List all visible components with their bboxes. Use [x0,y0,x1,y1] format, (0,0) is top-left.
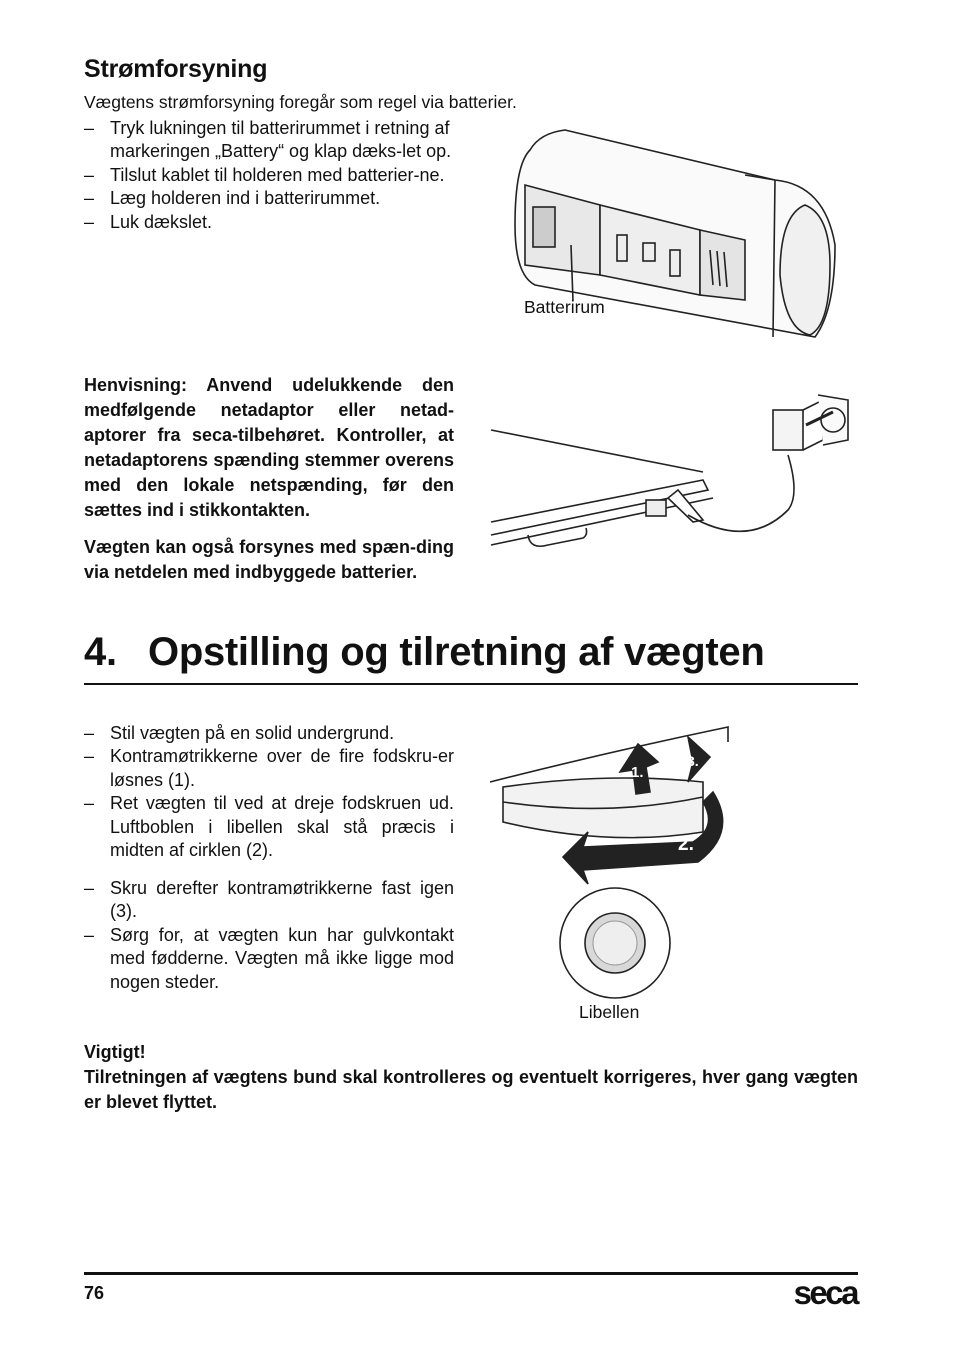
list-item: – Skru derefter kontramøtrikkerne fast igen (3). [84,877,454,924]
important-note [84,1040,858,1115]
level-caption: Libellen [579,1002,640,1022]
spirit-level-illustration [557,885,673,1001]
setup-steps-list [84,722,454,862]
power-adapter-illustration [488,390,856,560]
arrow-label-3: 3. [687,753,699,769]
list-item: – Kontramøtrikkerne over de fire fodskru-er løsnes (1). [84,745,454,792]
important-text: Tilretningen af vægtens bund skal kontrolleres og eventuelt korrigeres, hver gang vægten er blevet flyttet. [84,1067,858,1112]
setup-steps-list-2 [84,877,454,994]
list-item: – Sørg for, at vægten kun har gulvkontakt med fødderne. Vægten må ikke ligge mod nogen steder. [84,924,454,994]
list-item: – Ret vægten til ved at dreje fodskruen ud. Luftboblen i libellen skal stå præcis i midten af cirklen (2). [84,792,454,862]
list-item: – Luk dækslet. [84,211,454,234]
power-steps-list [84,117,454,234]
power-note: Henvisning: Anvend udelukkende den medfølgende netadaptor eller netad-aptorer fra seca-tilbehøret. Kontroller, at netadaptorens spænding stemmer overens med den lokale netspænding, før den sættes ind i stikkontakten. [84,375,454,520]
power-intro: Vægtens strømforsyning foregår som regel via batterier. [84,92,517,112]
page-number: 76 [84,1283,105,1303]
chapter-divider [84,683,858,685]
list-item: – Tilslut kablet til holderen med batterier-ne. [84,164,454,187]
chapter-title-text: Opstilling og tilretning af vægten [148,630,765,674]
power-note-2: Vægten kan også forsynes med spæn-ding via netdelen med indbyggede batterier. [84,537,454,582]
list-item: – Læg holderen ind i batterirummet. [84,187,454,210]
footer-divider [84,1272,858,1275]
section-title-power: Strømforsyning [84,55,268,83]
battery-caption: Batterirum [524,297,605,317]
arrow-label-2: 2. [678,834,694,855]
chapter-number: 4. [84,630,117,674]
chapter-title [84,630,764,675]
foot-screw-illustration [488,722,738,882]
arrow-label-1: 1. [631,764,644,781]
important-heading: Vigtigt! [84,1042,146,1062]
list-item: – Tryk lukningen til batterirummet i retning af markeringen „Battery“ og klap dæks-let op. [84,117,454,164]
list-item: – Stil vægten på en solid undergrund. [84,722,454,745]
brand-logo: seca [793,1274,857,1311]
